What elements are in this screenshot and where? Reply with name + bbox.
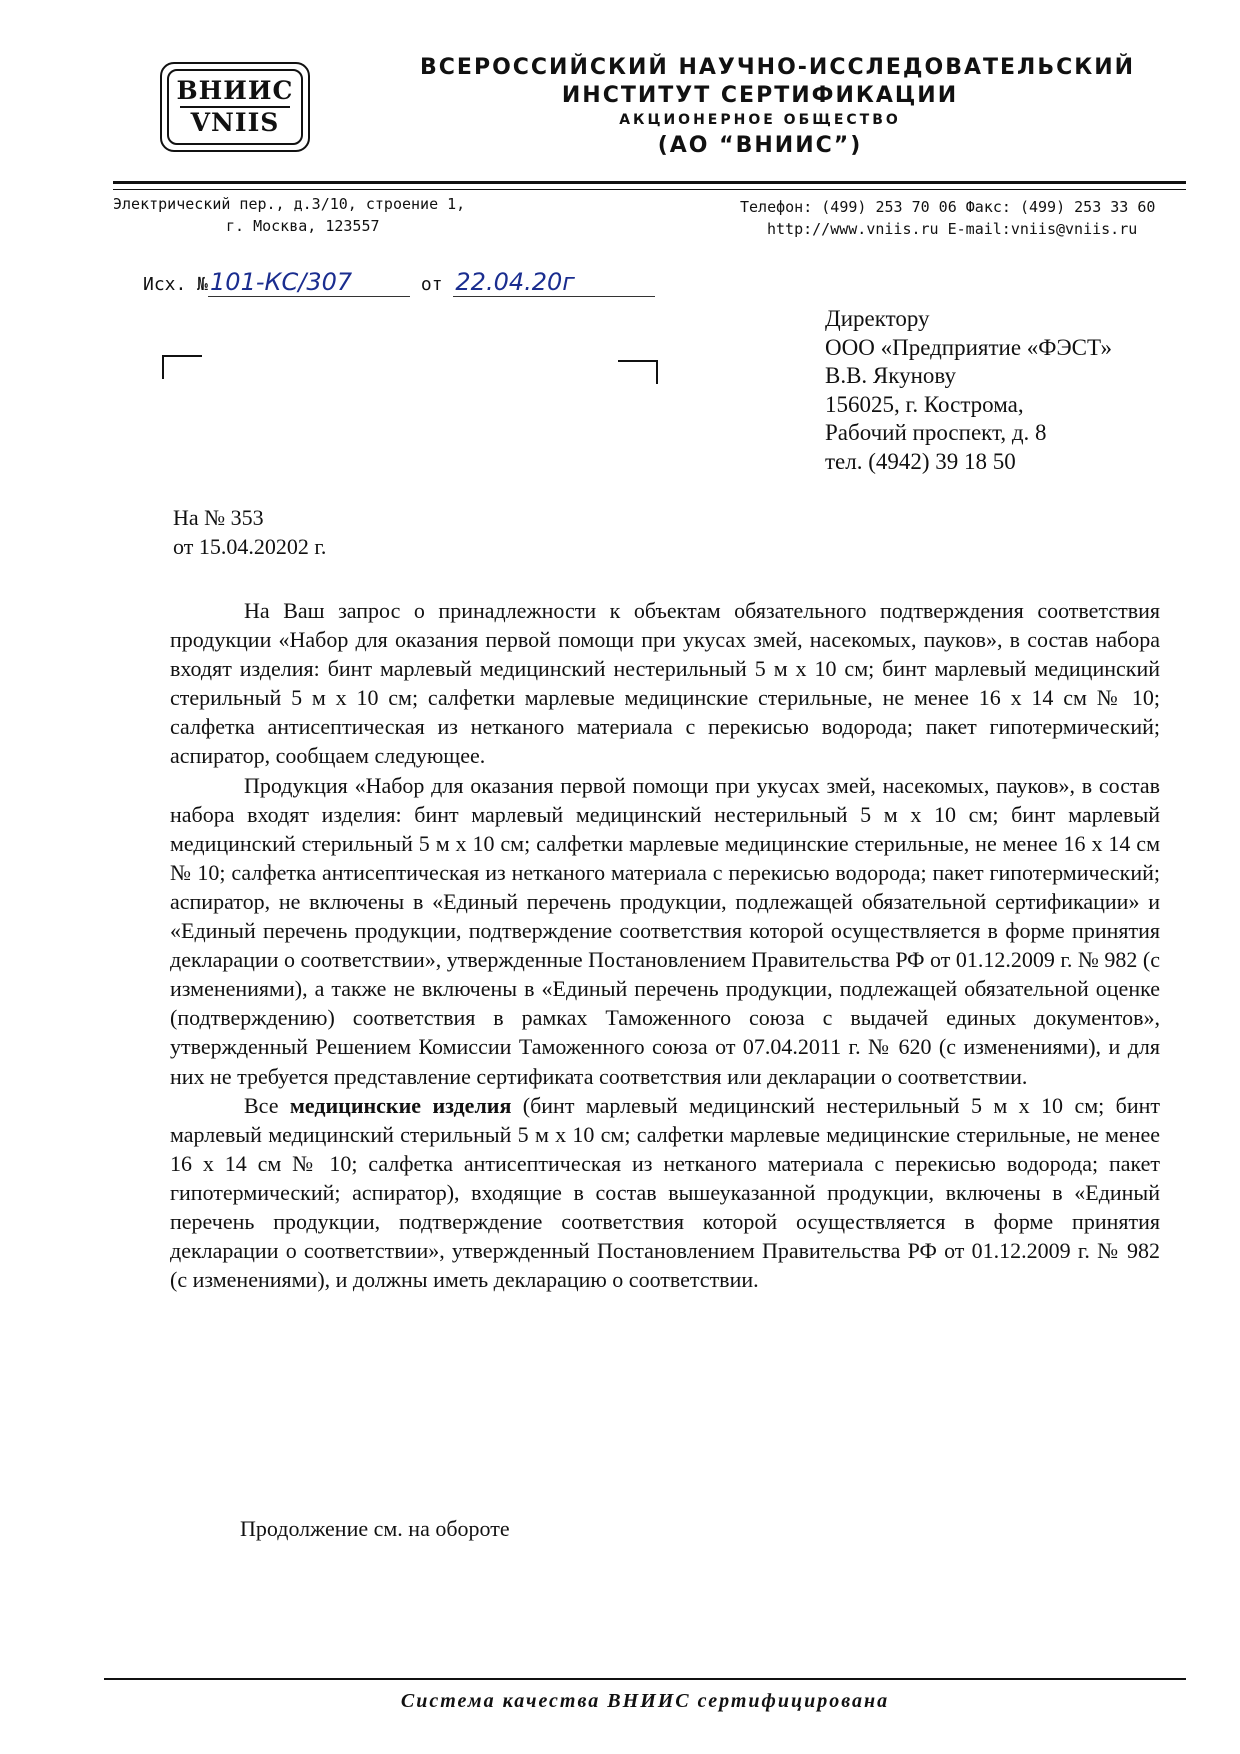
addressee-city: 156025, г. Кострома, [825,391,1024,417]
p3-rest: (бинт марлевый медицинский нестерильный 5 м х 10 см; бинт марлевый медицинский стерильный 5 м х 10 см; салфетки марлевые медицинские стерильные, не менее 16 х 14 см № 10; салфетка антисептическая из нетканого материала с перекисью водорода; пакет гипотермический; аспиратор), входящие в состав вышеуказанной продукции, включены в «Единый перечень продукции, подтверждение соответствия которой осуществляется в форме принятия декларации о соответствии», утвержденный Постановлением Правительства РФ от 01.12.2009 г. № 982 (с изменениями), и должны иметь декларацию о соответствии. [170,1092,1160,1293]
outgoing-date: 22.04.20г [453,268,655,297]
body-paragraph-2: Продукция «Набор для оказания первой помощи при укусах змей, насекомых, пауков», в состав набора входят изделия: бинт марлевый медицинский нестерильный 5 м х 10 см; бинт марлевый медицинский стерильный 5 м х 10 см; салфетки марлевые медицинские стерильные, не менее 16 х 14 см № 10; салфетка антисептическая из нетканого материала с перекисью водорода; пакет гипотермический; аспиратор, не включены в «Единый перечень продукции, подлежащей обязательной сертификации» и «Единый перечень продукции, подтверждение соответствия которой осуществляется в форме принятия декларации о соответствии», утвержденные Постановлением Правительства РФ от 01.12.2009 г. № 982 (с изменениями), а также не включены в «Единый перечень продукции, подлежащей обязательной оценке (подтверждению) соответствия в рамках Таможенного союза с выдачей единых документов», утвержденный Решением Комиссии Таможенного союза от 07.04.2011 г. № 620 (с изменениями), и для них не требуется представление сертификата соответствия или декларации о соответствии. [170,772,1160,1089]
continuation-note: Продолжение см. на обороте [240,1516,510,1541]
in-reply-to [173,503,326,561]
web-email: http://www.vniis.ru E-mail:vniis@vniis.ru [767,220,1138,238]
header-divider [113,181,1186,190]
addressee-company: ООО «Предприятие «ФЭСТ» [825,334,1112,360]
in-reply-number: На № 353 [173,505,264,530]
outgoing-prefix: Исх. № [143,274,209,295]
addressee-block [825,305,1112,476]
p3-bold-term: медицинские изделия [289,1092,512,1118]
addressee-name: В.В. Якунову [825,363,957,388]
vniis-logo [160,62,310,152]
p3-start: Все [244,1092,290,1118]
logo-text-ru: ВНИИС [176,76,294,105]
in-reply-date: от 15.04.20202 г. [173,534,327,559]
outgoing-number: 101-КС/307 [208,268,410,297]
institute-header [420,54,1136,161]
body-paragraph-3 [170,1091,1160,1295]
address-line2: г. Москва, 123557 [226,217,380,235]
address-corner-right [618,360,658,384]
addressee-position: Директору [825,306,930,331]
addressee-street: Рабочий проспект, д. 8 [825,420,1047,445]
letter-body [170,596,1160,1294]
address-corner-left [162,355,202,379]
outgoing-date-label: от [420,274,443,295]
logo-text-en: VNIIS [190,108,280,137]
phone-fax: Телефон: (499) 253 70 06 Факс: (499) 253 33 60 [740,198,1156,216]
footer-quality-note: Система качества ВНИИС сертифицирована [400,1690,890,1712]
outgoing-reference [143,268,655,297]
institute-type: АКЦИОНЕРНОЕ ОБЩЕСТВО [619,112,901,128]
body-paragraph-1: На Ваш запрос о принадлежности к объектам обязательного подтверждения соответствия продукции «Набор для оказания первой помощи при укусах змей, насекомых, пауков», в состав набора входят изделия: бинт марлевый медицинский нестерильный 5 м х 10 см; бинт марлевый медицинский стерильный 5 м х 10 см; салфетки марлевые медицинские стерильные, не менее 16 х 14 см № 10; салфетка антисептическая из нетканого материала с перекисью водорода; пакет гипотермический; аспиратор, сообщаем следующее. [170,598,1160,769]
address-line1: Электрический пер., д.3/10, строение 1, [113,195,466,213]
addressee-phone: тел. (4942) 39 18 50 [825,448,1016,474]
footer-divider [104,1678,1186,1680]
institute-name-line2: ИНСТИТУТ СЕРТИФИКАЦИИ [561,83,959,108]
institute-abbrev: (АО “ВНИИС”) [657,133,863,158]
institute-name-line1: ВСЕРОССИЙСКИЙ НАУЧНО-ИССЛЕДОВАТЕЛЬСКИЙ [420,55,1136,80]
